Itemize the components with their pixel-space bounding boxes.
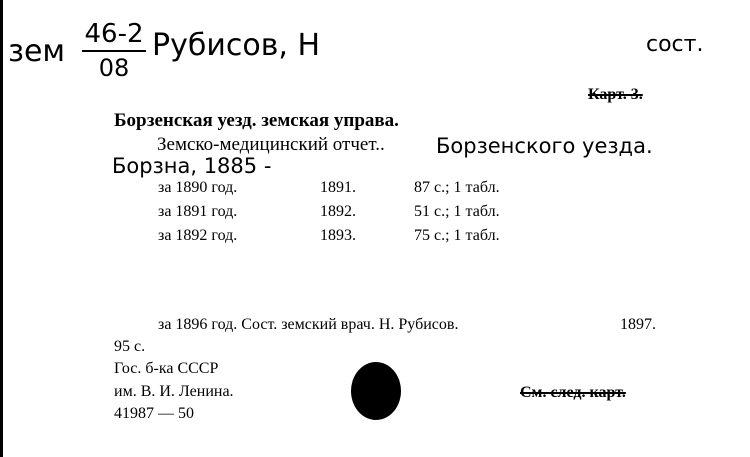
- extra-volume-pages: 95 с.: [114, 338, 146, 355]
- imprint-handwritten: Борзна, 1885 -: [112, 154, 272, 178]
- extra-volume-text: за 1896 год. Сост. земский врач. Н. Рубисов.: [158, 316, 459, 333]
- class-prefix: зем: [8, 34, 66, 69]
- card-print-number: 41987 — 50: [114, 405, 194, 422]
- card-left-edge: [0, 0, 3, 457]
- classification-denominator: 08: [98, 54, 130, 82]
- volume-year: за 1891 год.: [158, 203, 238, 220]
- volume-pages: 51 с.; 1 табл.: [414, 203, 500, 220]
- entry-heading: Борзенская уезд. земская управа.: [114, 110, 399, 131]
- library-name: Гос. б-ка СССР: [114, 360, 219, 377]
- card-number-label: Карт. 3.: [588, 86, 643, 103]
- extra-volume-year: 1897.: [620, 316, 656, 333]
- library-name-line2: им. В. И. Ленина.: [114, 383, 234, 400]
- classification-numerator: 46-2: [82, 20, 146, 52]
- volume-pub-year: 1893.: [320, 227, 356, 244]
- classification-fraction: [82, 20, 146, 82]
- compiled-note: сост.: [646, 32, 704, 57]
- title-typed: Земско-медицинский отчет..: [157, 134, 385, 155]
- volume-pub-year: 1892.: [320, 203, 356, 220]
- author-handwritten: Рубисов, Н: [152, 28, 321, 63]
- volume-pub-year: 1891.: [320, 179, 356, 196]
- see-next-card: См. след. карт.: [520, 384, 626, 401]
- volume-year: за 1890 год.: [158, 179, 238, 196]
- volume-year: за 1892 год.: [158, 227, 238, 244]
- volume-pages: 75 с.; 1 табл.: [414, 227, 500, 244]
- title-handwritten: Борзенского уезда.: [436, 134, 653, 158]
- punch-hole: [351, 362, 401, 420]
- volume-pages: 87 с.; 1 табл.: [414, 179, 500, 196]
